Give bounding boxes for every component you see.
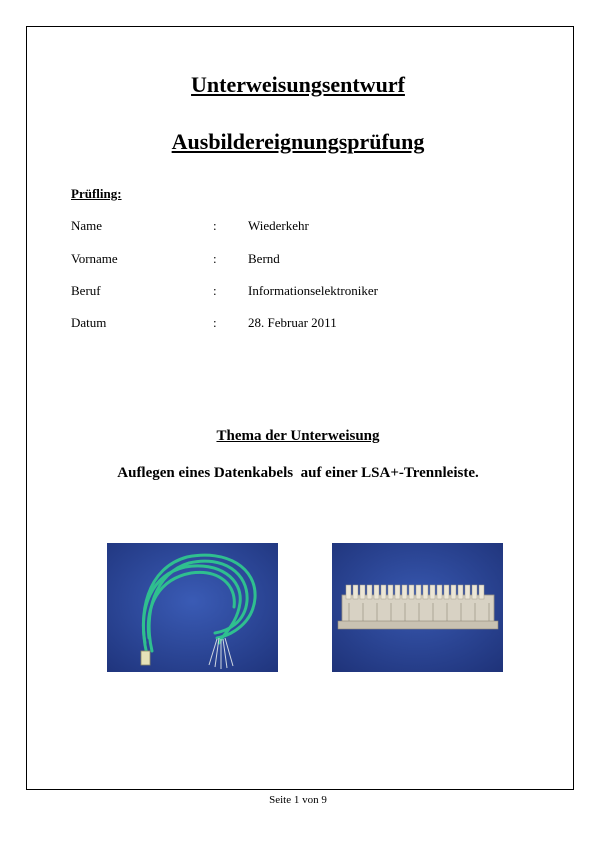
lsa-module-photo [332,543,503,672]
field-row-datum [0,314,596,332]
topic-text: Auflegen eines Datenkabels auf einer LSA+-Trennleiste. [117,465,479,481]
cable-photo [107,543,278,672]
field-separator: : [213,218,217,233]
cable-photo-graphic [107,543,278,672]
field-row-vorname [0,250,596,268]
field-separator: : [213,283,217,298]
lsa-strip [338,585,498,629]
page-footer: Seite 1 von 9 [269,794,327,806]
field-row-name [0,217,596,235]
rj45-plug [141,651,150,665]
document-subtitle: Ausbildereignungsprüfung [171,129,425,154]
candidate-label: Prüfling: [71,186,122,201]
field-label: Name [71,218,103,233]
field-row-beruf [0,282,596,300]
field-value: 28. Februar 2011 [248,315,337,330]
field-value: Informationselektroniker [248,283,378,298]
field-separator: : [213,315,217,330]
field-separator: : [213,251,217,266]
field-label: Vorname [71,251,118,266]
document-title: Unterweisungsentwurf [191,72,405,97]
field-value: Bernd [248,251,280,266]
lsa-module-photo-graphic [332,543,503,672]
field-value: Wiederkehr [248,218,309,233]
field-label: Datum [71,315,107,330]
topic-heading: Thema der Unterweisung [216,428,380,444]
field-label: Beruf [71,283,101,298]
